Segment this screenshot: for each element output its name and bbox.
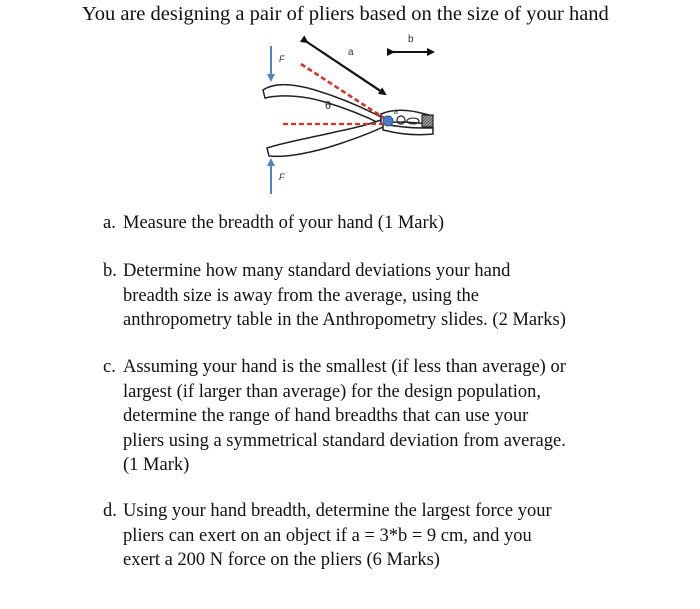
length-a-arrow — [307, 42, 385, 94]
question-line: Assuming your hand is the smallest (if less than average) or — [123, 357, 566, 377]
pivot-point — [383, 116, 393, 126]
pivot-a-label: a — [394, 109, 398, 116]
question-a — [103, 211, 663, 236]
length-b-label: b — [408, 34, 414, 45]
question-line: determine the range of hand breadths that can use your — [123, 406, 529, 426]
question-line: exert a 200 N force on the pliers (6 Marks) — [123, 550, 440, 570]
question-b — [103, 259, 663, 333]
question-line: pliers can exert on an object if a = 3*b = 9 cm, and you — [123, 525, 532, 546]
question-line: breadth size is away from the average, using the — [123, 285, 479, 306]
question-line: pliers using a symmetrical standard deviation from average. — [123, 430, 566, 451]
question-line: Measure the breadth of your hand (1 Mark) — [123, 213, 445, 233]
theta-label: θ — [325, 100, 332, 112]
question-line: Determine how many standard deviations your hand — [123, 261, 511, 281]
gripped-object — [422, 115, 433, 127]
question-line: anthropometry table in the Anthropometry slides. (2 Marks) — [123, 310, 566, 330]
question-letter: b. — [103, 261, 117, 281]
problem-title: You are designing a pair of pliers based on the size of your hand — [82, 3, 609, 25]
question-d — [103, 499, 663, 573]
question-line: Using your hand breadth, determine the largest force your — [123, 501, 552, 521]
pliers-diagram — [255, 28, 445, 203]
pliers-lower-handle — [267, 120, 385, 156]
force-label-bottom: F — [279, 172, 285, 182]
question-line: (1 Mark) — [123, 455, 190, 475]
question-letter: c. — [103, 357, 116, 377]
question-c — [103, 355, 663, 478]
question-letter: d. — [103, 501, 117, 521]
length-a-label: a — [348, 47, 354, 58]
force-label-top: F — [279, 54, 285, 64]
question-letter: a. — [103, 213, 116, 233]
question-line: largest (if larger than average) for the design population, — [123, 381, 541, 402]
